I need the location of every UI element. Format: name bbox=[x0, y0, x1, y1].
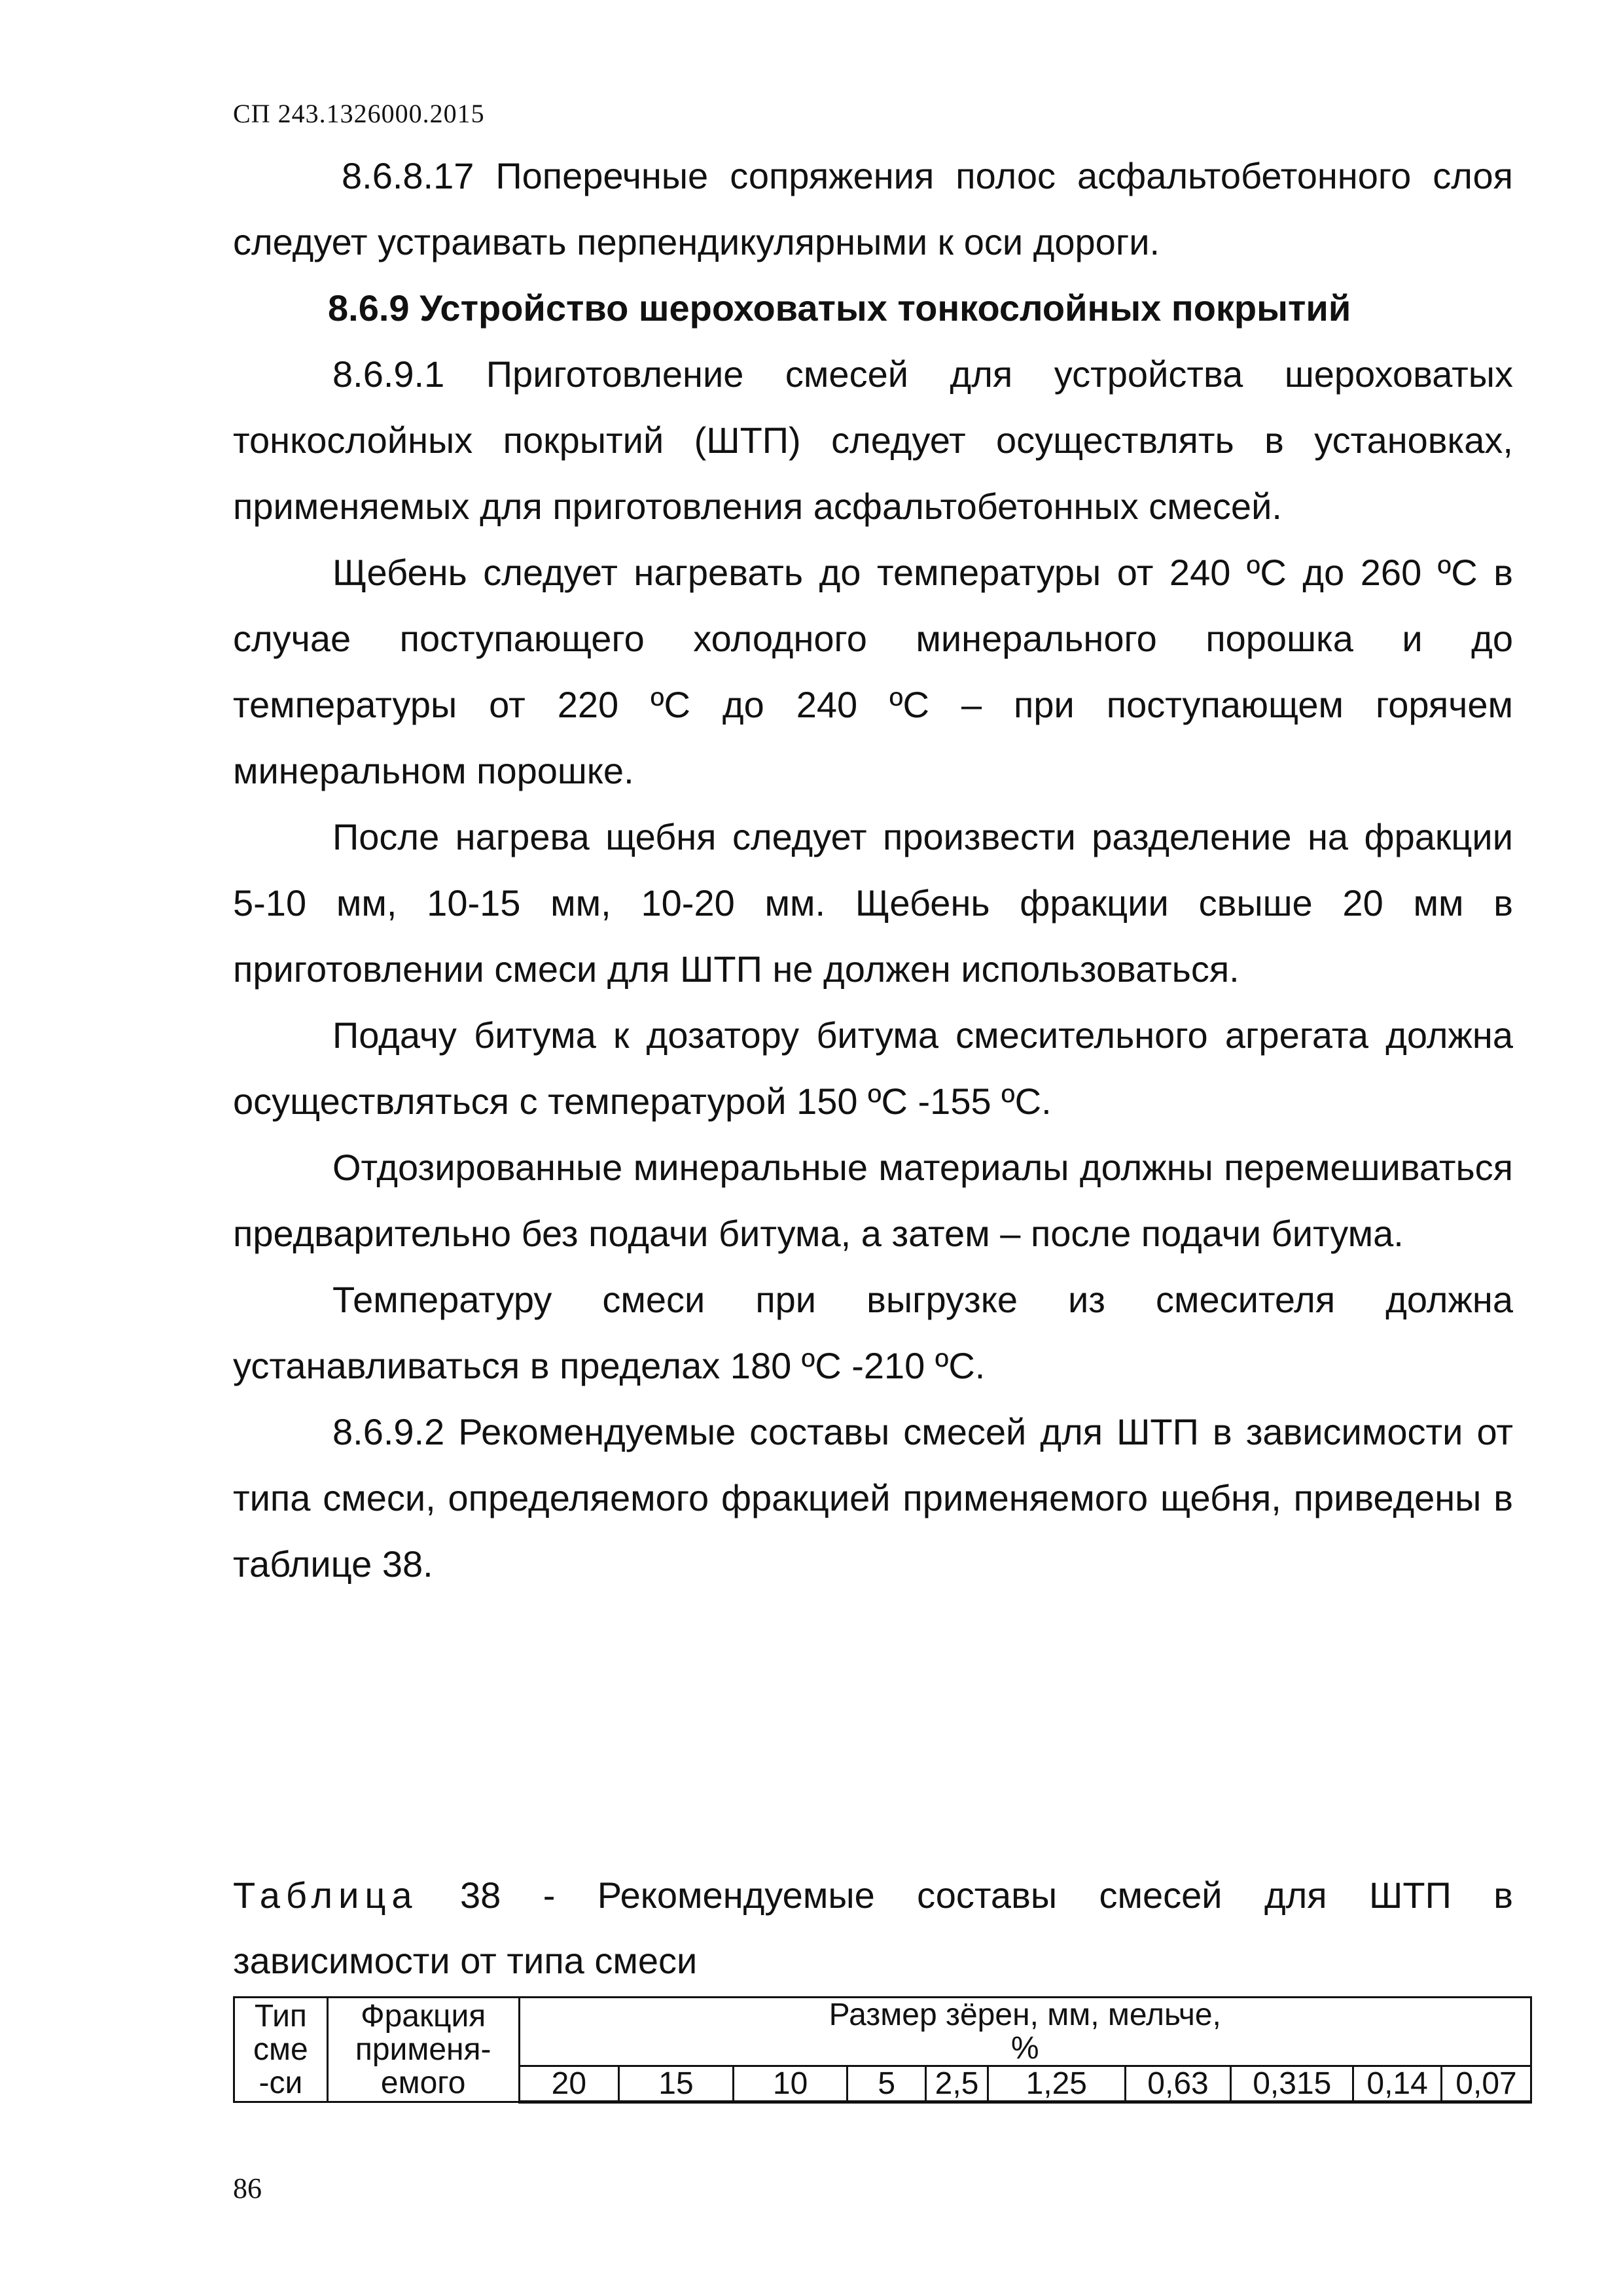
grain-size-cell: 0,14 bbox=[1353, 2066, 1442, 2102]
table-caption-number: 38 bbox=[459, 1874, 501, 1916]
grain-size-cell: 15 bbox=[619, 2066, 734, 2102]
column-header-fraction-line: Фракция bbox=[361, 1999, 486, 2034]
grain-size-cell: 0,63 bbox=[1125, 2066, 1231, 2102]
table-caption-word: ШТП bbox=[1369, 1874, 1452, 1916]
grain-size-cell: 0,07 bbox=[1442, 2066, 1531, 2102]
column-header-fraction-line: емого bbox=[380, 2066, 466, 2100]
column-header-type-line: сме bbox=[253, 2032, 308, 2067]
table-header-row bbox=[234, 1998, 1531, 2066]
column-header-grain-size bbox=[519, 1998, 1531, 2066]
paragraph-temperature: Температуру смеси при выгрузке из смесителя должна устанавливаться в пределах 180 ºС -210 ºС. bbox=[233, 1279, 1513, 1386]
column-header-type-line: -си bbox=[259, 2066, 303, 2100]
grain-header-line: Размер зёрен, мм, мельче, bbox=[829, 1998, 1221, 2032]
body-text bbox=[233, 143, 1513, 1597]
grain-size-cell: 0,315 bbox=[1231, 2066, 1353, 2102]
grain-size-cell: 5 bbox=[847, 2066, 926, 2102]
column-header-type-line: Тип bbox=[254, 1999, 307, 2034]
table-caption-word: Рекомендуемые bbox=[597, 1874, 875, 1916]
paragraph-8-6-9-2: 8.6.9.2 Рекомендуемые составы смесей для ШТП в зависимости от типа смеси, определяемого фракцией применяемого щебня, приведены в таблице 38. bbox=[233, 1411, 1513, 1585]
document-code: СП 243.1326000.2015 bbox=[233, 99, 485, 128]
paragraph-8-6-8-17: 8.6.8.17 Поперечные сопряжения полос асфальтобетонного слоя следует устраивать перпендикулярными к оси дороги. bbox=[233, 155, 1513, 262]
grain-size-cell: 10 bbox=[733, 2066, 847, 2102]
column-header-fraction-line: применя- bbox=[355, 2032, 491, 2067]
paragraph-fractions: После нагрева щебня следует произвести разделение на фракции 5-10 мм, 10-15 мм, 10-20 мм. Щебень фракции свыше 20 мм в приготовлении смеси для ШТП не должен использоваться. bbox=[233, 816, 1513, 990]
table-caption bbox=[233, 1863, 1513, 1994]
paragraph-bitumen: Подачу битума к дозатору битума смесительного агрегата должна осуществляться с температурой 150 ºС -155 ºС. bbox=[233, 1014, 1513, 1122]
table-caption-word: для bbox=[1264, 1874, 1327, 1916]
page-number: 86 bbox=[233, 2172, 262, 2204]
mix-composition-table bbox=[233, 1996, 1532, 2104]
table-caption-word: смесей bbox=[1099, 1874, 1222, 1916]
paragraph-mixing: Отдозированные минеральные материалы должны перемешиваться предварительно без подачи битума, а затем – после подачи битума. bbox=[233, 1147, 1513, 1254]
table-caption-word: в bbox=[1493, 1874, 1513, 1916]
table-caption-line-2: зависимости от типа смеси bbox=[233, 1940, 698, 1981]
section-heading-8-6-9: 8.6.9 Устройство шероховатых тонкослойных покрытий bbox=[328, 287, 1351, 329]
column-header-fraction bbox=[327, 1998, 519, 2102]
grain-size-cell: 1,25 bbox=[988, 2066, 1125, 2102]
column-header-type bbox=[234, 1998, 328, 2102]
grain-size-cell: 2,5 bbox=[926, 2066, 988, 2102]
table-caption-label: Таблица bbox=[233, 1874, 418, 1916]
table-caption-dash: - bbox=[543, 1874, 556, 1916]
grain-size-cell: 20 bbox=[519, 2066, 619, 2102]
table-caption-word: составы bbox=[917, 1874, 1058, 1916]
paragraph-8-6-9-1: 8.6.9.1 Приготовление смесей для устройства шероховатых тонкослойных покрытий (ШТП) следует осуществлять в установках, применяемых для приготовления асфальтобетонных смесей. bbox=[233, 353, 1513, 527]
grain-header-line: % bbox=[1010, 2031, 1039, 2066]
table-caption-line-1 bbox=[233, 1863, 1513, 1928]
paragraph-heating: Щебень следует нагревать до температуры от 240 ºС до 260 ºС в случае поступающего холодного минерального порошка и до температуры от 220 ºС до 240 ºС – при поступающем горячем минеральном порошке. bbox=[233, 552, 1513, 791]
